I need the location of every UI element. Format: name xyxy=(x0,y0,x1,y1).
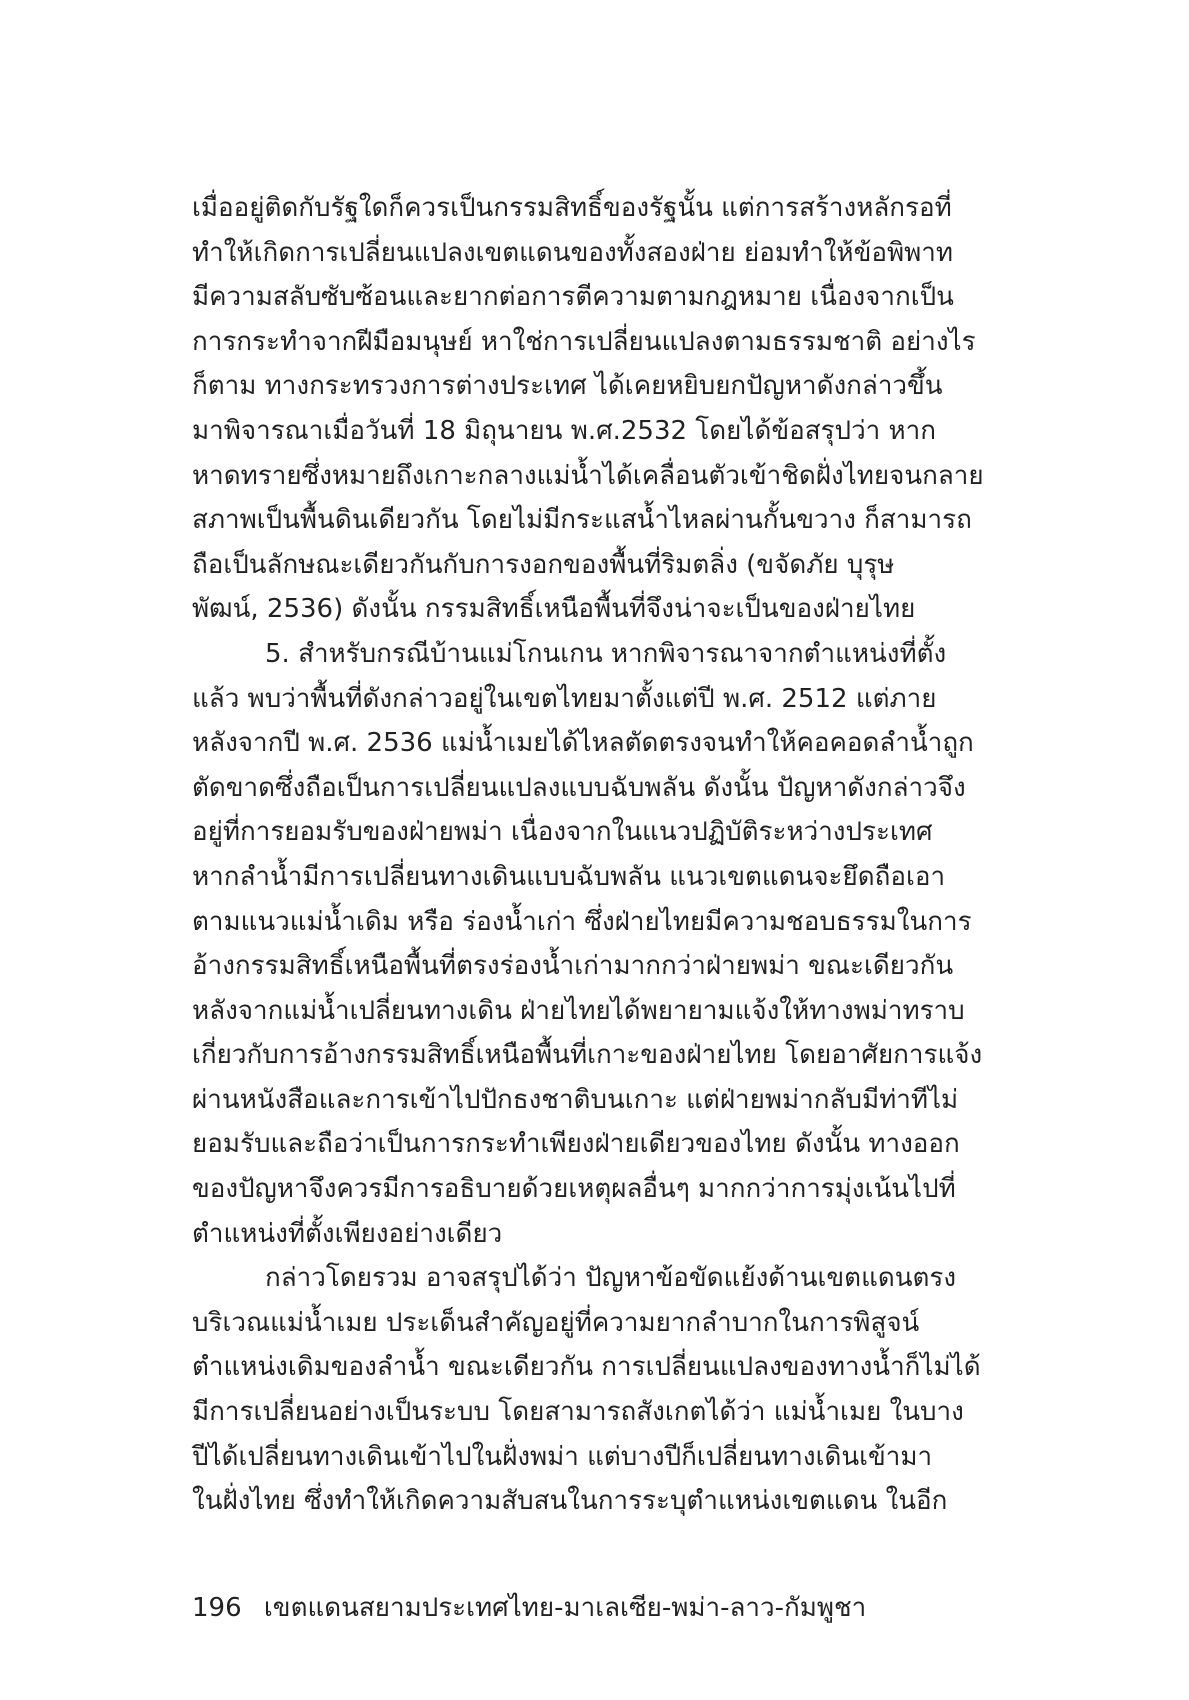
text-line: ทำให้เกิดการเปลี่ยนแปลงเขตแดนของทั้งสองฝ่าย ย่อมทำให้ข้อพิพาท xyxy=(192,237,953,268)
text-line: มาพิจารณาเมื่อวันที่ 18 มิถุนายน พ.ศ.2532 โดยได้ข้อสรุปว่า หาก xyxy=(192,415,937,446)
text-line: สภาพเป็นพื้นดินเดียวกัน โดยไม่มีกระแสน้ำไหลผ่านกั้นขวาง ก็สามารถ xyxy=(192,505,972,536)
text-line: การกระทำจากฝีมือมนุษย์ หาใช่การเปลี่ยนแปลงตามธรรมชาติ อย่างไร xyxy=(192,326,976,357)
text-line: ตำแหน่งเดิมของลำน้ำ ขณะเดียวกัน การเปลี่ยนแปลงของทางน้ำก็ไม่ได้ xyxy=(192,1352,981,1383)
text-line: บริเวณแม่น้ำเมย ประเด็นสำคัญอยู่ที่ความยากลำบากในการพิสูจน์ xyxy=(192,1307,920,1338)
text-line: หากลำน้ำมีการเปลี่ยนทางเดินแบบฉับพลัน แนวเขตแดนจะยึดถือเอา xyxy=(192,861,946,892)
body-text xyxy=(192,186,984,1524)
text-line: ถือเป็นลักษณะเดียวกันกับการงอกของพื้นที่ริมตลิ่ง (ขจัดภัย บุรุษ xyxy=(192,549,895,580)
page-footer xyxy=(192,1591,866,1625)
text-line: ก็ตาม ทางกระทรวงการต่างประเทศ ได้เคยหยิบยกปัญหาดังกล่าวขึ้น xyxy=(192,371,943,402)
text-line: มีการเปลี่ยนอย่างเป็นระบบ โดยสามารถสังเกตได้ว่า แม่น้ำเมย ในบาง xyxy=(192,1397,964,1428)
text-line: อยู่ที่การยอมรับของฝ่ายพม่า เนื่องจากในแนวปฏิบัติระหว่างประเทศ xyxy=(192,817,933,848)
page-number: 196 xyxy=(192,1593,242,1623)
paragraph-start-line: 5. สำหรับกรณีบ้านแม่โกนเกน หากพิจารณาจากตำแหน่งที่ตั้ง xyxy=(265,638,947,669)
text-line: หลังจากแม่น้ำเปลี่ยนทางเดิน ฝ่ายไทยได้พยายามแจ้งให้ทางพม่าทราบ xyxy=(192,995,965,1026)
text-line: หาดทรายซึ่งหมายถึงเกาะกลางแม่น้ำได้เคลื่อนตัวเข้าชิดฝั่งไทยจนกลาย xyxy=(192,460,984,491)
text-line: ผ่านหนังสือและการเข้าไปปักธงชาติบนเกาะ แต่ฝ่ายพม่ากลับมีท่าทีไม่ xyxy=(192,1084,959,1115)
text-line: ยอมรับและถือว่าเป็นการกระทำเพียงฝ่ายเดียวของไทย ดังนั้น ทางออก xyxy=(192,1129,960,1160)
text-line: ปีได้เปลี่ยนทางเดินเข้าไปในฝั่งพม่า แต่บางปีก็เปลี่ยนทางเดินเข้ามา xyxy=(192,1441,933,1472)
text-line: ในฝั่งไทย ซึ่งทำให้เกิดความสับสนในการระบุตำแหน่งเขตแดน ในอีก xyxy=(192,1486,948,1517)
text-line: ของปัญหาจึงควรมีการอธิบายด้วยเหตุผลอื่นๆ มากกว่าการมุ่งเน้นไปที่ xyxy=(192,1174,956,1205)
text-line: ตามแนวแม่น้ำเดิม หรือ ร่องน้ำเก่า ซึ่งฝ่ายไทยมีความชอบธรรมในการ xyxy=(192,906,972,937)
running-title: เขตแดนสยามประเทศไทย-มาเลเซีย-พม่า-ลาว-กัมพูชา xyxy=(263,1593,867,1623)
text-line: มีความสลับซับซ้อนและยากต่อการตีความตามกฎหมาย เนื่องจากเป็น xyxy=(192,282,954,313)
text-line: แล้ว พบว่าพื้นที่ดังกล่าวอยู่ในเขตไทยมาตั้งแต่ปี พ.ศ. 2512 แต่ภาย xyxy=(192,683,937,714)
text-line: พัฒน์, 2536) ดังนั้น กรรมสิทธิ์เหนือพื้นที่จึงน่าจะเป็นของฝ่ายไทย xyxy=(192,594,916,625)
text-line: อ้างกรรมสิทธิ์เหนือพื้นที่ตรงร่องน้ำเก่ามากกว่าฝ่ายพม่า ขณะเดียวกัน xyxy=(192,951,954,982)
paragraph-start-line: กล่าวโดยรวม อาจสรุปได้ว่า ปัญหาข้อขัดแย้งด้านเขตแดนตรง xyxy=(265,1263,957,1294)
text-line: ตัดขาดซึ่งถือเป็นการเปลี่ยนแปลงแบบฉับพลัน ดังนั้น ปัญหาดังกล่าวจึง xyxy=(192,772,966,803)
text-line: เมื่ออยู่ติดกับรัฐใดก็ควรเป็นกรรมสิทธิ์ของรัฐนั้น แต่การสร้างหลักรอที่ xyxy=(192,193,952,223)
text-line: เกี่ยวกับการอ้างกรรมสิทธิ์เหนือพื้นที่เกาะของฝ่ายไทย โดยอาศัยการแจ้ง xyxy=(192,1040,983,1071)
text-line: หลังจากปี พ.ศ. 2536 แม่น้ำเมยได้ไหลตัดตรงจนทำให้คอคอดลำน้ำถูก xyxy=(192,728,974,759)
text-line: ตำแหน่งที่ตั้งเพียงอย่างเดียว xyxy=(192,1218,503,1249)
